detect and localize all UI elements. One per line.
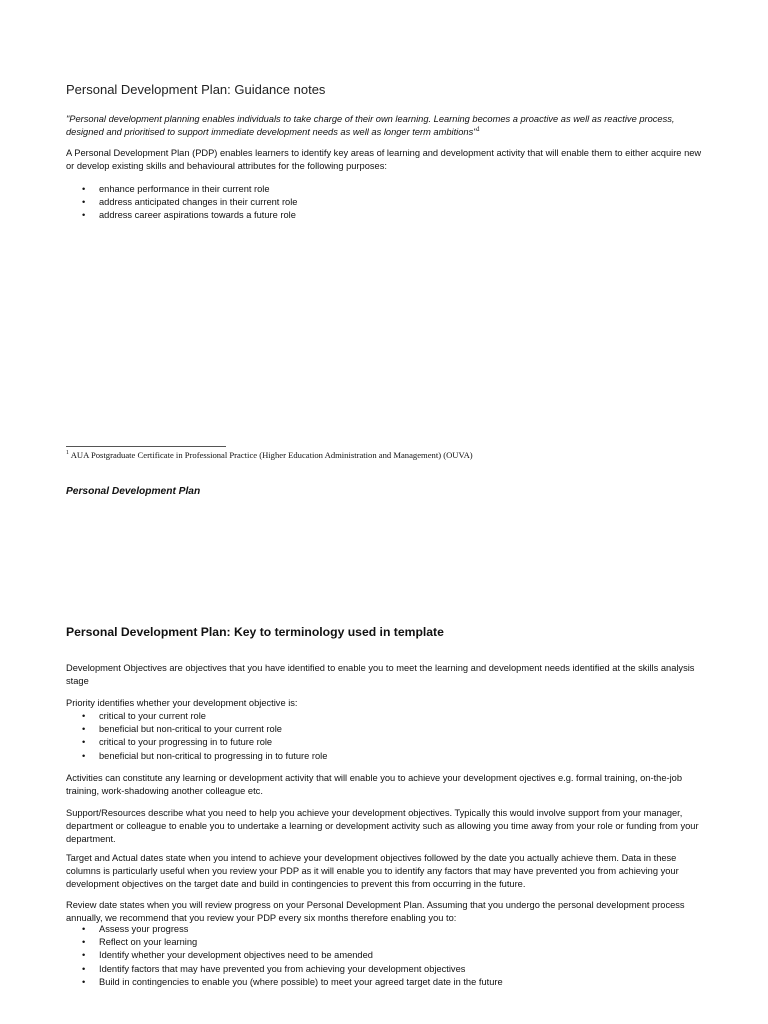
list-item: • Identify factors that may have prevented you from achieving your development objectives bbox=[99, 963, 503, 976]
bullet-icon: • bbox=[82, 937, 86, 948]
list-item: • critical to your progressing in to future role bbox=[99, 736, 327, 749]
bullet-icon: • bbox=[82, 950, 86, 961]
list-item: • address career aspirations towards a future role bbox=[99, 209, 297, 222]
list-item: • Assess your progress bbox=[99, 923, 503, 936]
bullet-icon: • bbox=[82, 210, 86, 221]
quote-footnote-mark: 1 bbox=[476, 126, 480, 133]
priority-list bbox=[82, 710, 328, 763]
guidance-quote bbox=[66, 113, 696, 139]
bullet-icon: • bbox=[82, 197, 86, 208]
plan-heading: Personal Development Plan bbox=[66, 486, 201, 497]
guidance-quote-text: "Personal development planning enables individuals to take charge of their own learning. Learning becomes a proactive as well as reactive process, designed and prioritised to support immediate development needs as well as longer term ambitions" bbox=[66, 114, 675, 137]
footnote-text: AUA Postgraduate Certificate in Professional Practice (Higher Education Administration and Management) (OUVA) bbox=[70, 450, 473, 460]
guidance-intro: A Personal Development Plan (PDP) enables learners to identify key areas of learning and development activity that will enable them to either acquire new or develop existing skills and behavioural attributes for the following purposes: bbox=[66, 148, 702, 171]
objectives-paragraph: Development Objectives are objectives that you have identified to enable you to meet the learning and development needs identified at the skills analysis stage bbox=[66, 663, 695, 686]
priority-intro: Priority identifies whether your development objective is: bbox=[66, 698, 298, 708]
bullet-icon: • bbox=[82, 184, 86, 194]
bullet-icon: • bbox=[82, 737, 86, 748]
key-heading: Personal Development Plan: Key to terminology used in template bbox=[66, 625, 444, 639]
review-list bbox=[82, 923, 503, 989]
list-item: • Reflect on your learning bbox=[99, 936, 503, 949]
list-item: • enhance performance in their current role bbox=[99, 183, 297, 196]
support-paragraph: Support/Resources describe what you need to help you achieve your development objectives. Typically this would involve support from your manager, department or colleague to enable you to undertake a learning or development activity such as allowing you time away from your role or funding from your department. bbox=[66, 808, 699, 844]
bullet-icon: • bbox=[82, 711, 86, 721]
footnote-divider bbox=[66, 446, 226, 447]
list-item: • Build in contingencies to enable you (where possible) to meet your agreed target date in the future bbox=[99, 976, 503, 989]
dates-paragraph: Target and Actual dates state when you intend to achieve your development objectives followed by the date you actually achieve them. Data in these columns is particularly useful when you review your PDP as it will enable you to identify any factors that may have prevented you from achieving your development objectives on the target date and build in contingencies to prevent this from occurring in the future. bbox=[66, 853, 679, 889]
footnote bbox=[66, 450, 473, 460]
list-item: • beneficial but non-critical to progressing in to future role bbox=[99, 750, 327, 763]
guidance-title: Personal Development Plan: Guidance notes bbox=[66, 82, 326, 97]
list-item: • Identify whether your development objectives need to be amended bbox=[99, 949, 503, 962]
bullet-icon: • bbox=[82, 724, 86, 735]
bullet-icon: • bbox=[82, 963, 86, 974]
bullet-icon: • bbox=[82, 976, 86, 987]
list-item: • beneficial but non-critical to your current role bbox=[99, 723, 327, 736]
review-paragraph: Review date states when you will review progress on your Personal Development Plan. Assuming that you undergo the personal development process annually, we recommend that you review your PDP every six months therefore enabling you to: bbox=[66, 900, 685, 923]
bullet-icon: • bbox=[82, 924, 86, 934]
list-item: • critical to your current role bbox=[99, 710, 327, 723]
purposes-list bbox=[82, 183, 298, 223]
footnote-mark: 1 bbox=[66, 450, 69, 457]
bullet-icon: • bbox=[82, 750, 86, 761]
activities-paragraph: Activities can constitute any learning or development activity that will enable you to achieve your development ojectives e.g. formal training, on-the-job training, work-shadowing another colleague etc. bbox=[66, 773, 682, 796]
list-item: • address anticipated changes in their current role bbox=[99, 196, 297, 209]
